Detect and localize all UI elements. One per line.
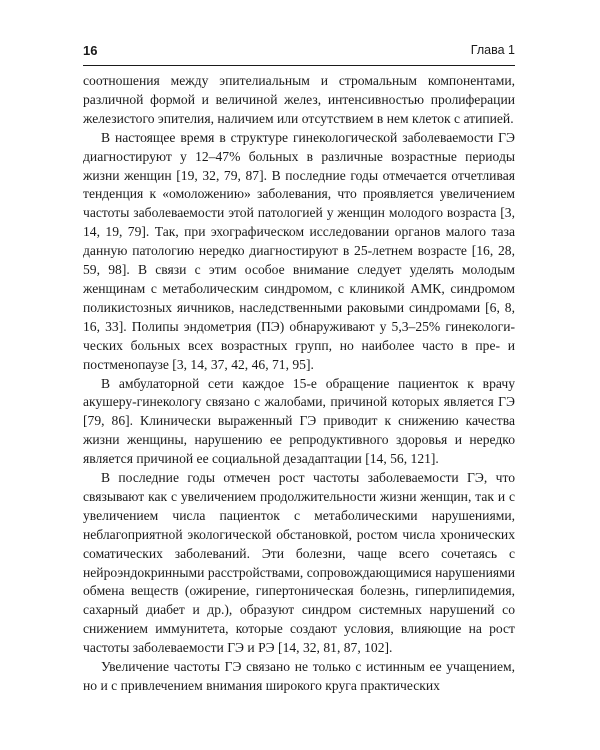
paragraph-4: В последние годы отмечен рост частоты заболеваемости ГЭ, что связывают как с увеличением продолжительности жизни женщин, так и с увеличением числа пациенток с метаболическими нарушениями, неблагоприятной экологической обстановкой, ростом числа хронических соматических заболеваний. Эти болезни, чаще всего сочетаясь с нейроэндокринными расстройствами, сопровождающимися нарушениями обмена веществ (ожирение, гипертоническая болезнь, гиперлипидемия, сахарный диабет и др.), образуют синдром системных нарушений со снижением иммунитета, которые создают условия, влияющие на рост частоты заболеваемости ГЭ и РЭ [14, 32, 81, 87, 102]. bbox=[83, 470, 515, 656]
paragraph-3: В амбулаторной сети каждое 15-е обращение пациенток к врачу акушеру-гинекологу связано с жалобами, причиной которых является ГЭ [79, 86]. Клинически выраженный ГЭ приводит к снижению качества жизни женщины, нарушению ее репродуктивного здоровья и нередко является причиной ее социальной дезадаптации [14, 56, 121]. bbox=[83, 375, 515, 467]
paragraph-5: Увеличение частоты ГЭ связано не только с истинным ее учащением, но и с привлечением внимания широкого круга практических bbox=[83, 659, 515, 693]
running-head: Глава 1 bbox=[470, 43, 515, 57]
paragraph-1: соотношения между эпителиальным и стромальным компонентами, различной формой и величиной желез, интенсивностью пролиферации железистого эпителия, наличием или отсутствием в нем клеток с атипией. bbox=[83, 73, 515, 126]
page-header bbox=[83, 41, 515, 61]
body-text bbox=[83, 72, 515, 696]
paragraph-2: В настоящее время в структуре гинекологической заболеваемости ГЭ диагностируют у 12–47% больных в различные возрастные периоды жизни женщин [19, 32, 79, 87]. В последние годы отмечается отчетливая тенденция к «омоложению» заболевания, что проявляется увеличением частоты заболеваемости этой патологией у женщин молодого возраста [3, 14, 19, 79]. Так, при эхографическом исследовании органов малого таза данную патологию нередко диагностируют в 25-летнем возрасте [16, 28, 59, 98]. В связи с этим особое внимание следует уделять молодым женщинам с метаболическим синдромом, с клиникой АМК, синдромом поликистозных яичников, наследственными раковыми синдромами [6, 8, 16, 33]. Полипы эндометрия (ПЭ) обнаруживают у 5,3–25% гинекологических больных всех возрастных групп, но наиболее часто в пре- и постменопаузе [3, 14, 37, 42, 46, 71, 95]. bbox=[83, 129, 515, 372]
header-rule bbox=[83, 65, 515, 66]
page-number: 16 bbox=[83, 43, 98, 58]
